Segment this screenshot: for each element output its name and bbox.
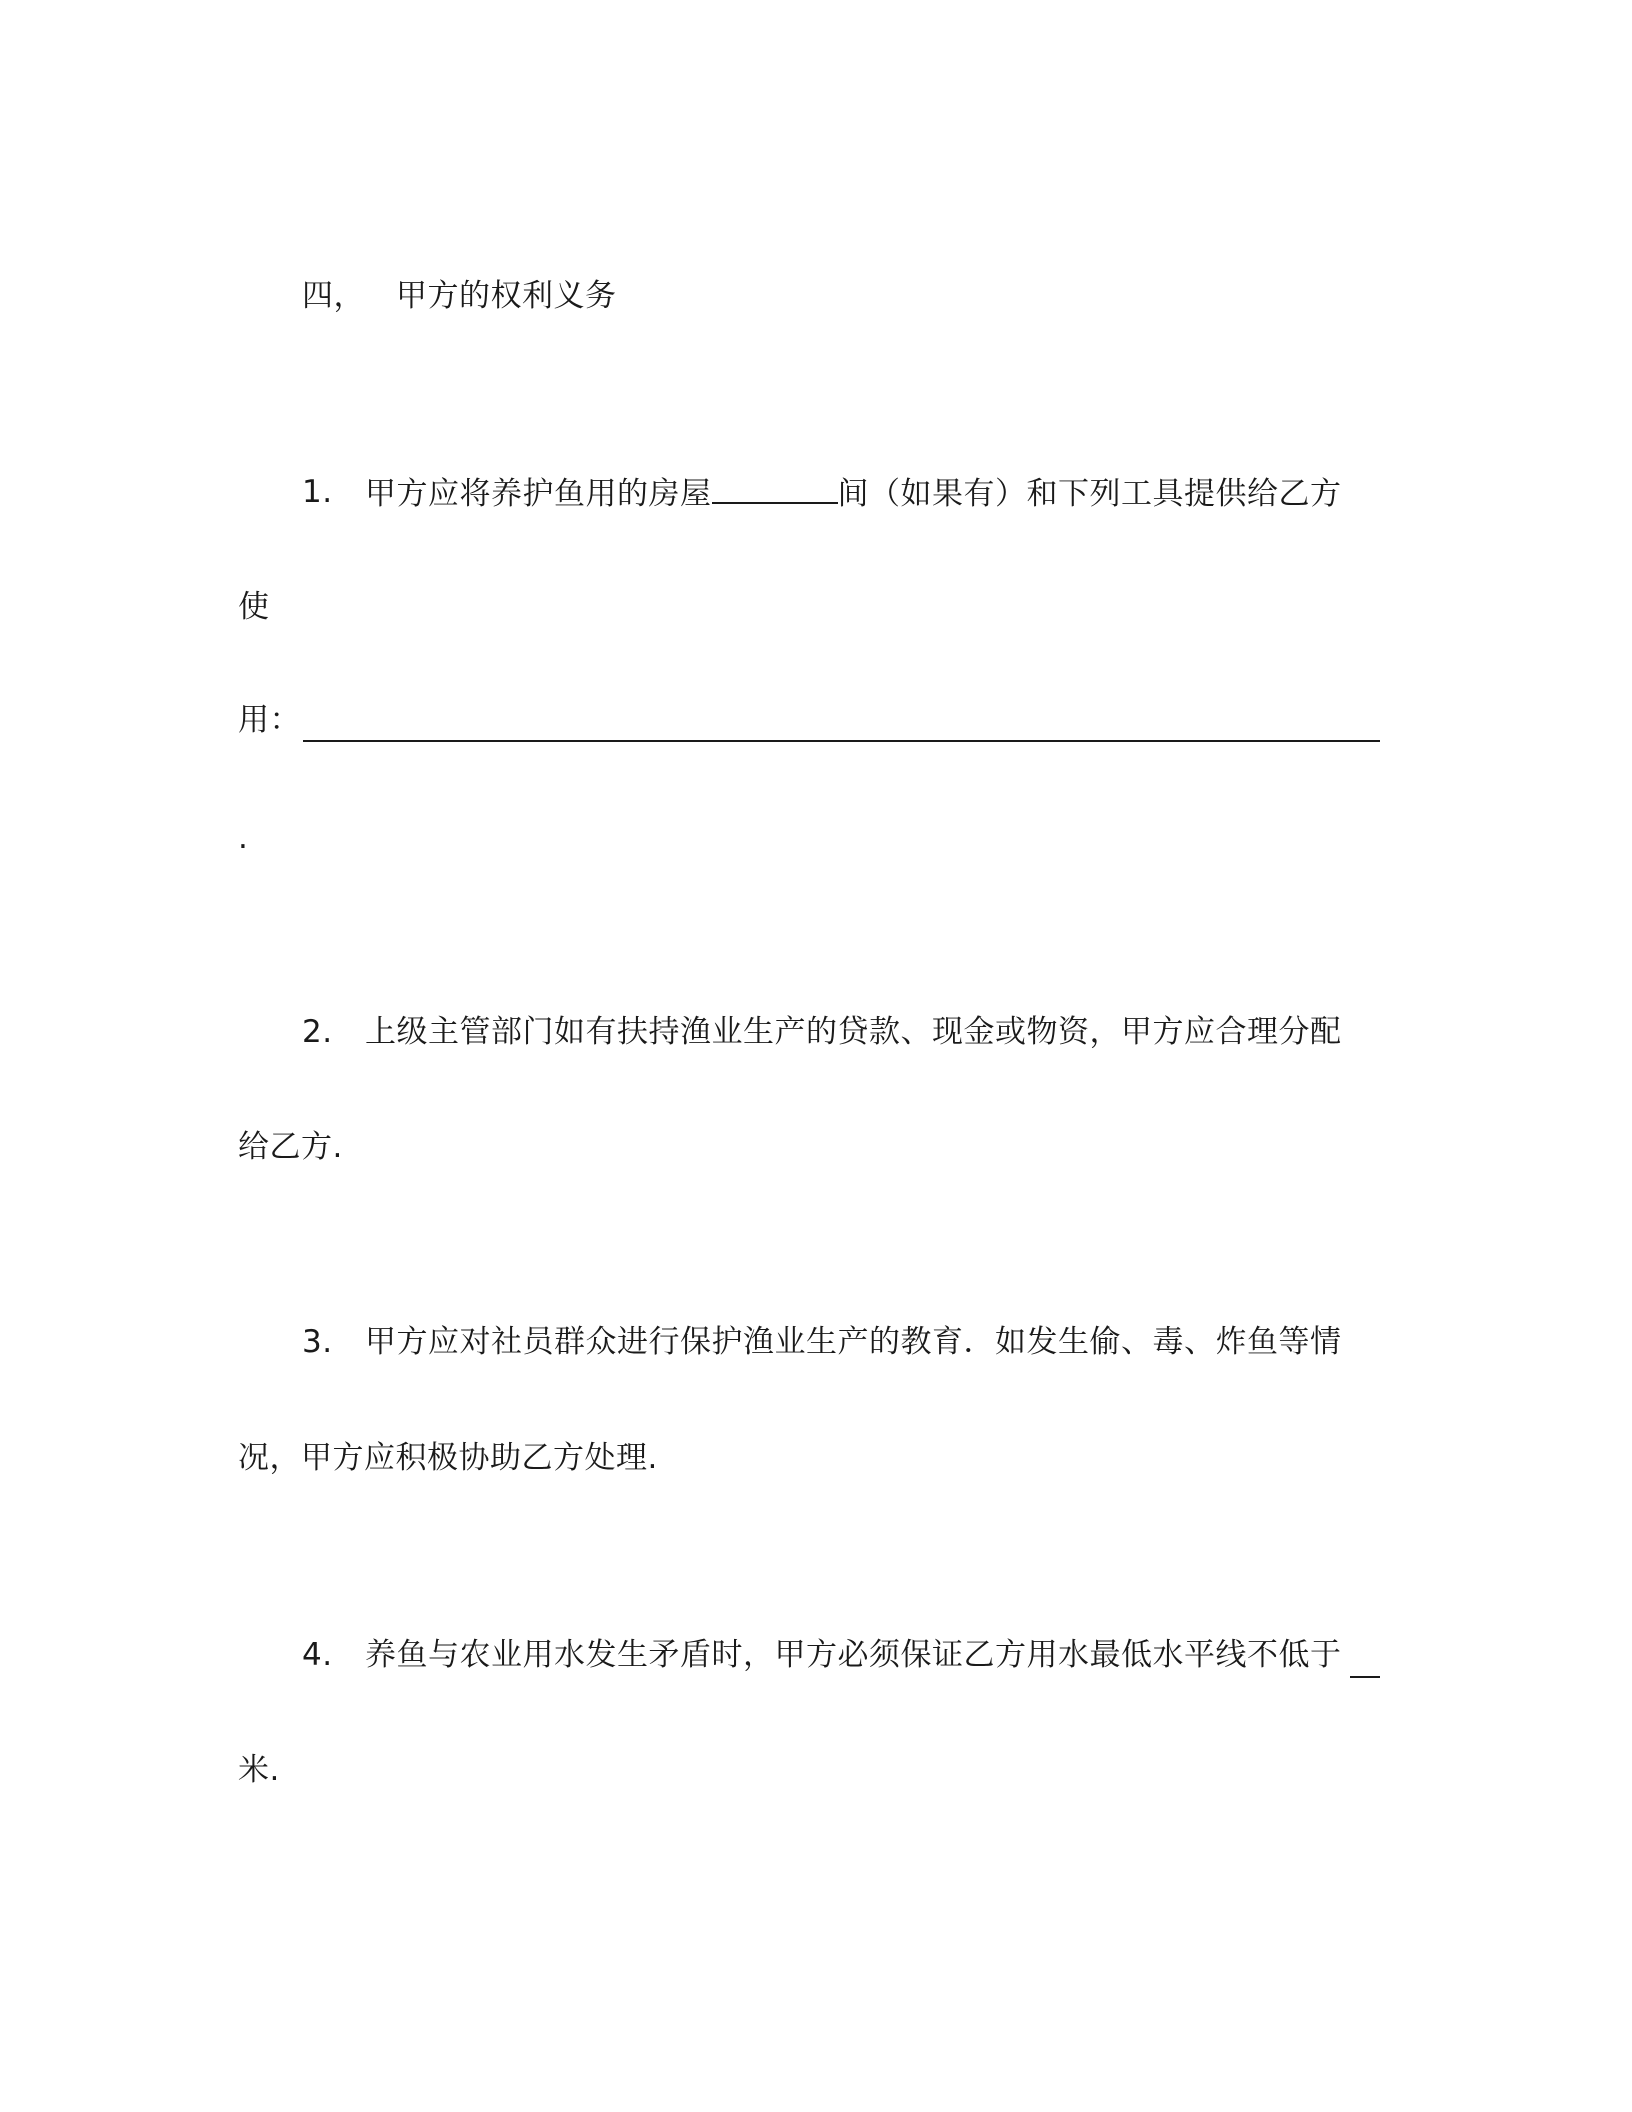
item-number: 3.	[302, 1324, 333, 1360]
item-2	[302, 1010, 1342, 1054]
section-title: 甲方的权利义务	[396, 278, 617, 314]
item-4	[302, 1633, 1342, 1677]
item-text: 甲方应对社员群众进行保护渔业生产的教育．如发生偷、毒、炸鱼等情	[365, 1324, 1342, 1360]
item-1-continuation: 使	[238, 589, 270, 625]
section-number: 四，	[302, 278, 365, 314]
item-text	[365, 470, 1342, 516]
item-number: 2.	[302, 1014, 333, 1050]
tools-blank[interactable]	[303, 740, 1380, 742]
water-level-blank[interactable]	[1350, 1676, 1380, 1678]
item-text-after-blank: 间（如果有）和下列工具提供给乙方	[837, 476, 1342, 512]
section-heading	[302, 274, 617, 318]
item-1-tools-label: 用：	[238, 702, 301, 738]
item-2-continuation: 给乙方.	[238, 1129, 343, 1165]
item-1-end-mark: .	[238, 820, 249, 856]
item-3	[302, 1320, 1342, 1364]
room-count-blank[interactable]	[712, 470, 838, 504]
item-number: 1.	[302, 474, 333, 510]
item-1	[302, 470, 1342, 514]
item-text: 上级主管部门如有扶持渔业生产的贷款、现金或物资，甲方应合理分配	[365, 1014, 1342, 1050]
item-3-continuation: 况，甲方应积极协助乙方处理.	[238, 1440, 658, 1476]
item-number: 4.	[302, 1637, 333, 1673]
item-4-continuation: 米.	[238, 1752, 280, 1788]
item-text: 养鱼与农业用水发生矛盾时，甲方必须保证乙方用水最低水平线不低于	[365, 1637, 1342, 1673]
item-text-before-blank: 甲方应将养护鱼用的房屋	[365, 476, 712, 512]
